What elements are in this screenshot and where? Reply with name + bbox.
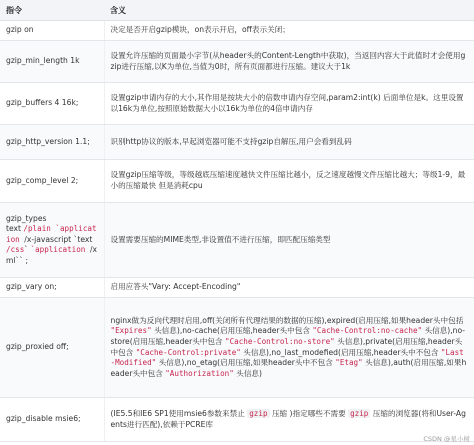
plain-text: (IE5.5和IE6 SP1使用msie6参数来禁止 [110,408,248,418]
highlight-text: `application [6,224,97,244]
plain-text: 头信息),no_last_modefied(启用压缩,header头中不包含 [240,347,441,357]
plain-text: `` ; [15,255,29,265]
meaning-cell [104,298,474,398]
directive-cell: gzip_proxied off; [0,298,104,398]
highlight-text: /css [6,245,25,255]
plain-text: 头信息),private(启用压缩,header头中包含 [110,336,463,357]
table-row [0,203,474,278]
plain-text: /xml [6,245,98,265]
directive-cell [0,203,104,278]
directive-cell: gzip_buffers 4 16k; [0,83,104,125]
meaning-cell: 识别http协议的版本,早起浏览器可能不支持gzip自解压,用户会看到乱码 [104,125,474,160]
plain-text: ` [24,245,31,255]
directive-name: gzip_types [6,213,47,223]
highlight-text: "Cache-Control:private" [135,347,241,357]
directive-cell: gzip_http_version 1.1; [0,125,104,160]
meaning-cell: 设置gzip压缩等级，等级越底压缩速度越快文件压缩比越小，反之速度越慢文件压缩比越大；等级1-9，最小的压缩最快 但是消耗cpu [104,160,474,203]
table-row [0,41,474,83]
table-header-row [0,0,474,21]
directive-cell: gzip_comp_level 2; [0,160,104,203]
plain-text: 头信息),no-store(启用压缩,header头中包含 [110,326,466,346]
plain-text: 头信息),auth(启用压缩,如果header头中包含 [110,358,467,378]
highlight-text: "Etag" [335,358,363,368]
meaning-cell: 设置gzip申请内存的大小,其作用是按块大小的倍数申请内存空间,param2:int(k) 后面单位是k。这里设置以16k为单位,按照原始数据大小以16k为单位的4倍申请内存 [104,83,474,125]
highlight-text: "Authorization" [165,368,234,378]
directive-cell: gzip on [0,21,104,41]
meaning-cell: 设置允许压缩的页面最小字节(从header头的Content-Length中获取)，当返回内容大于此值时才会使用gzip进行压缩,以K为单位,当值为0时，所有页面都进行压缩。建议大于1k [104,41,474,83]
watermark: CSDN @星小树 [423,435,470,443]
meaning-cell: 设置需要压缩的MIME类型,非设置值不进行压缩，即匹配压缩类型 [104,203,474,278]
table-row [0,398,474,442]
plain-text: 头信息),no-cache(启用压缩,header头中包含 [151,326,313,336]
highlight-text: "Cache-Control:no-cache" [312,326,423,336]
plain-text: 压缩的浏览器(将和User-Agents进行匹配),依赖于PCRE库 [110,408,466,429]
table-row [0,21,474,41]
plain-text: 压缩 )指定哪些不需要 [269,408,349,418]
table-row [0,160,474,203]
plain-text: nginx做为反向代理时启用,off(关闭所有代理结果的数据的压缩),expired(启用压缩,如果header头中包括 [110,315,464,325]
table-row [0,278,474,298]
highlight-text: "Cache-Control:no-store" [225,336,335,346]
plain-text: 头信息),no_etag(启用压缩,如果header头中不包含 [156,358,336,368]
directive-cell: gzip_min_length 1k [0,41,104,83]
highlight-text: "Last-Modified" [110,347,464,368]
table-row [0,83,474,125]
header-directive: 指令 [0,0,104,21]
meaning-cell: 启用应答头"Vary: Accept-Encoding" [104,278,474,298]
plain-text: 头信息) [233,368,262,378]
table-row [0,298,474,398]
directive-cell: gzip_vary on; [0,278,104,298]
mime-types-list [6,224,97,265]
highlight-text: "Expires" [110,326,152,336]
plain-text: text [6,224,24,234]
header-meaning: 含义 [104,0,474,21]
meaning-cell: 决定是否开启gzip模块，on表示开启，off表示关闭； [104,21,474,41]
highlight-text: /plain [23,224,51,234]
directive-cell: gzip_disable msie6; [0,398,104,442]
plain-text: /x-javascript [24,234,74,244]
table-row [0,125,474,160]
code-keyword: gzip [249,408,268,418]
meaning-cell [104,398,474,442]
highlight-text: `application [30,245,90,255]
code-keyword: gzip [350,408,369,418]
plain-text: `text [73,234,93,244]
